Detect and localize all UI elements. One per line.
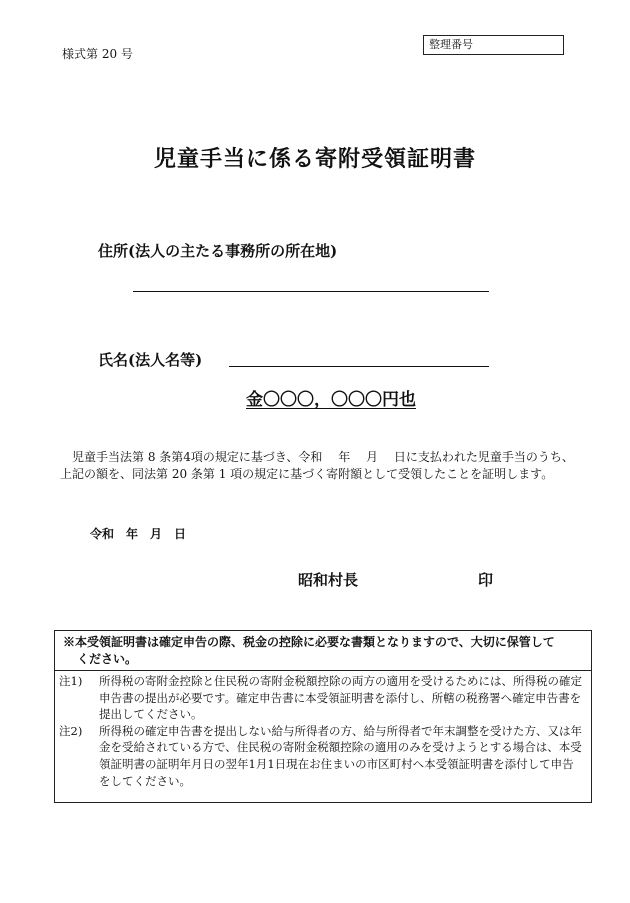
issue-date: 令和 年 月 日 (90, 527, 187, 541)
note-text: 所得税の確定申告書を提出しない給与所得者の方、給与所得者で年末調整を受けた方、又は年金を受給されている方で、住民税の寄附金税額控除の適用のみを受けようとする場合は、本受領証明書の証明年月日の翌年1月1日現在お住まいの市区町村へ本受領証明書を添付して申告をしてください。 (99, 723, 582, 788)
reference-number-label: 整理番号 (429, 38, 473, 51)
address-label: 住所(法人の主たる事務所の所在地) (98, 242, 338, 260)
seal-mark: 印 (478, 571, 494, 589)
note-item (59, 723, 585, 789)
storage-warning (55, 631, 591, 671)
signer-title: 昭和村長 (298, 571, 359, 589)
form-number: 様式第 20 号 (62, 47, 133, 61)
warning-line-1: ※本受領証明書は確定申告の際、税金の控除に必要な書類となりますので、大切に保管して (63, 635, 555, 649)
note-text: 所得税の寄附金控除と住民税の寄附金税額控除の両方の適用を受けるためには、所得税の確定申告書の提出が必要です。確定申告書に本受領証明書を添付し、所轄の税務署へ確定申告書を提出してください。 (99, 674, 582, 722)
document-title: 児童手当に係る寄附受領証明書 (153, 146, 476, 172)
notes-list (55, 671, 591, 789)
address-field-line[interactable] (133, 291, 489, 292)
name-label: 氏名(法人名等) (98, 351, 203, 369)
certification-text: 児童手当法第 8 条第4項の規定に基づき、令和 年 月 日に支払われた児童手当のうち、上記の額を、同法第 20 条第 1 項の規定に基づく寄附額として受領したことを証明します。 (60, 450, 574, 481)
notes-box (54, 630, 592, 803)
note-label: 注1) (59, 674, 83, 688)
note-item (59, 673, 585, 723)
warning-line-2: ください。 (77, 652, 138, 666)
donation-amount: 金〇〇〇，〇〇〇円也 (246, 390, 416, 410)
reference-number-box[interactable] (423, 35, 564, 55)
note-label: 注2) (59, 723, 83, 738)
name-field-line[interactable] (229, 366, 489, 367)
